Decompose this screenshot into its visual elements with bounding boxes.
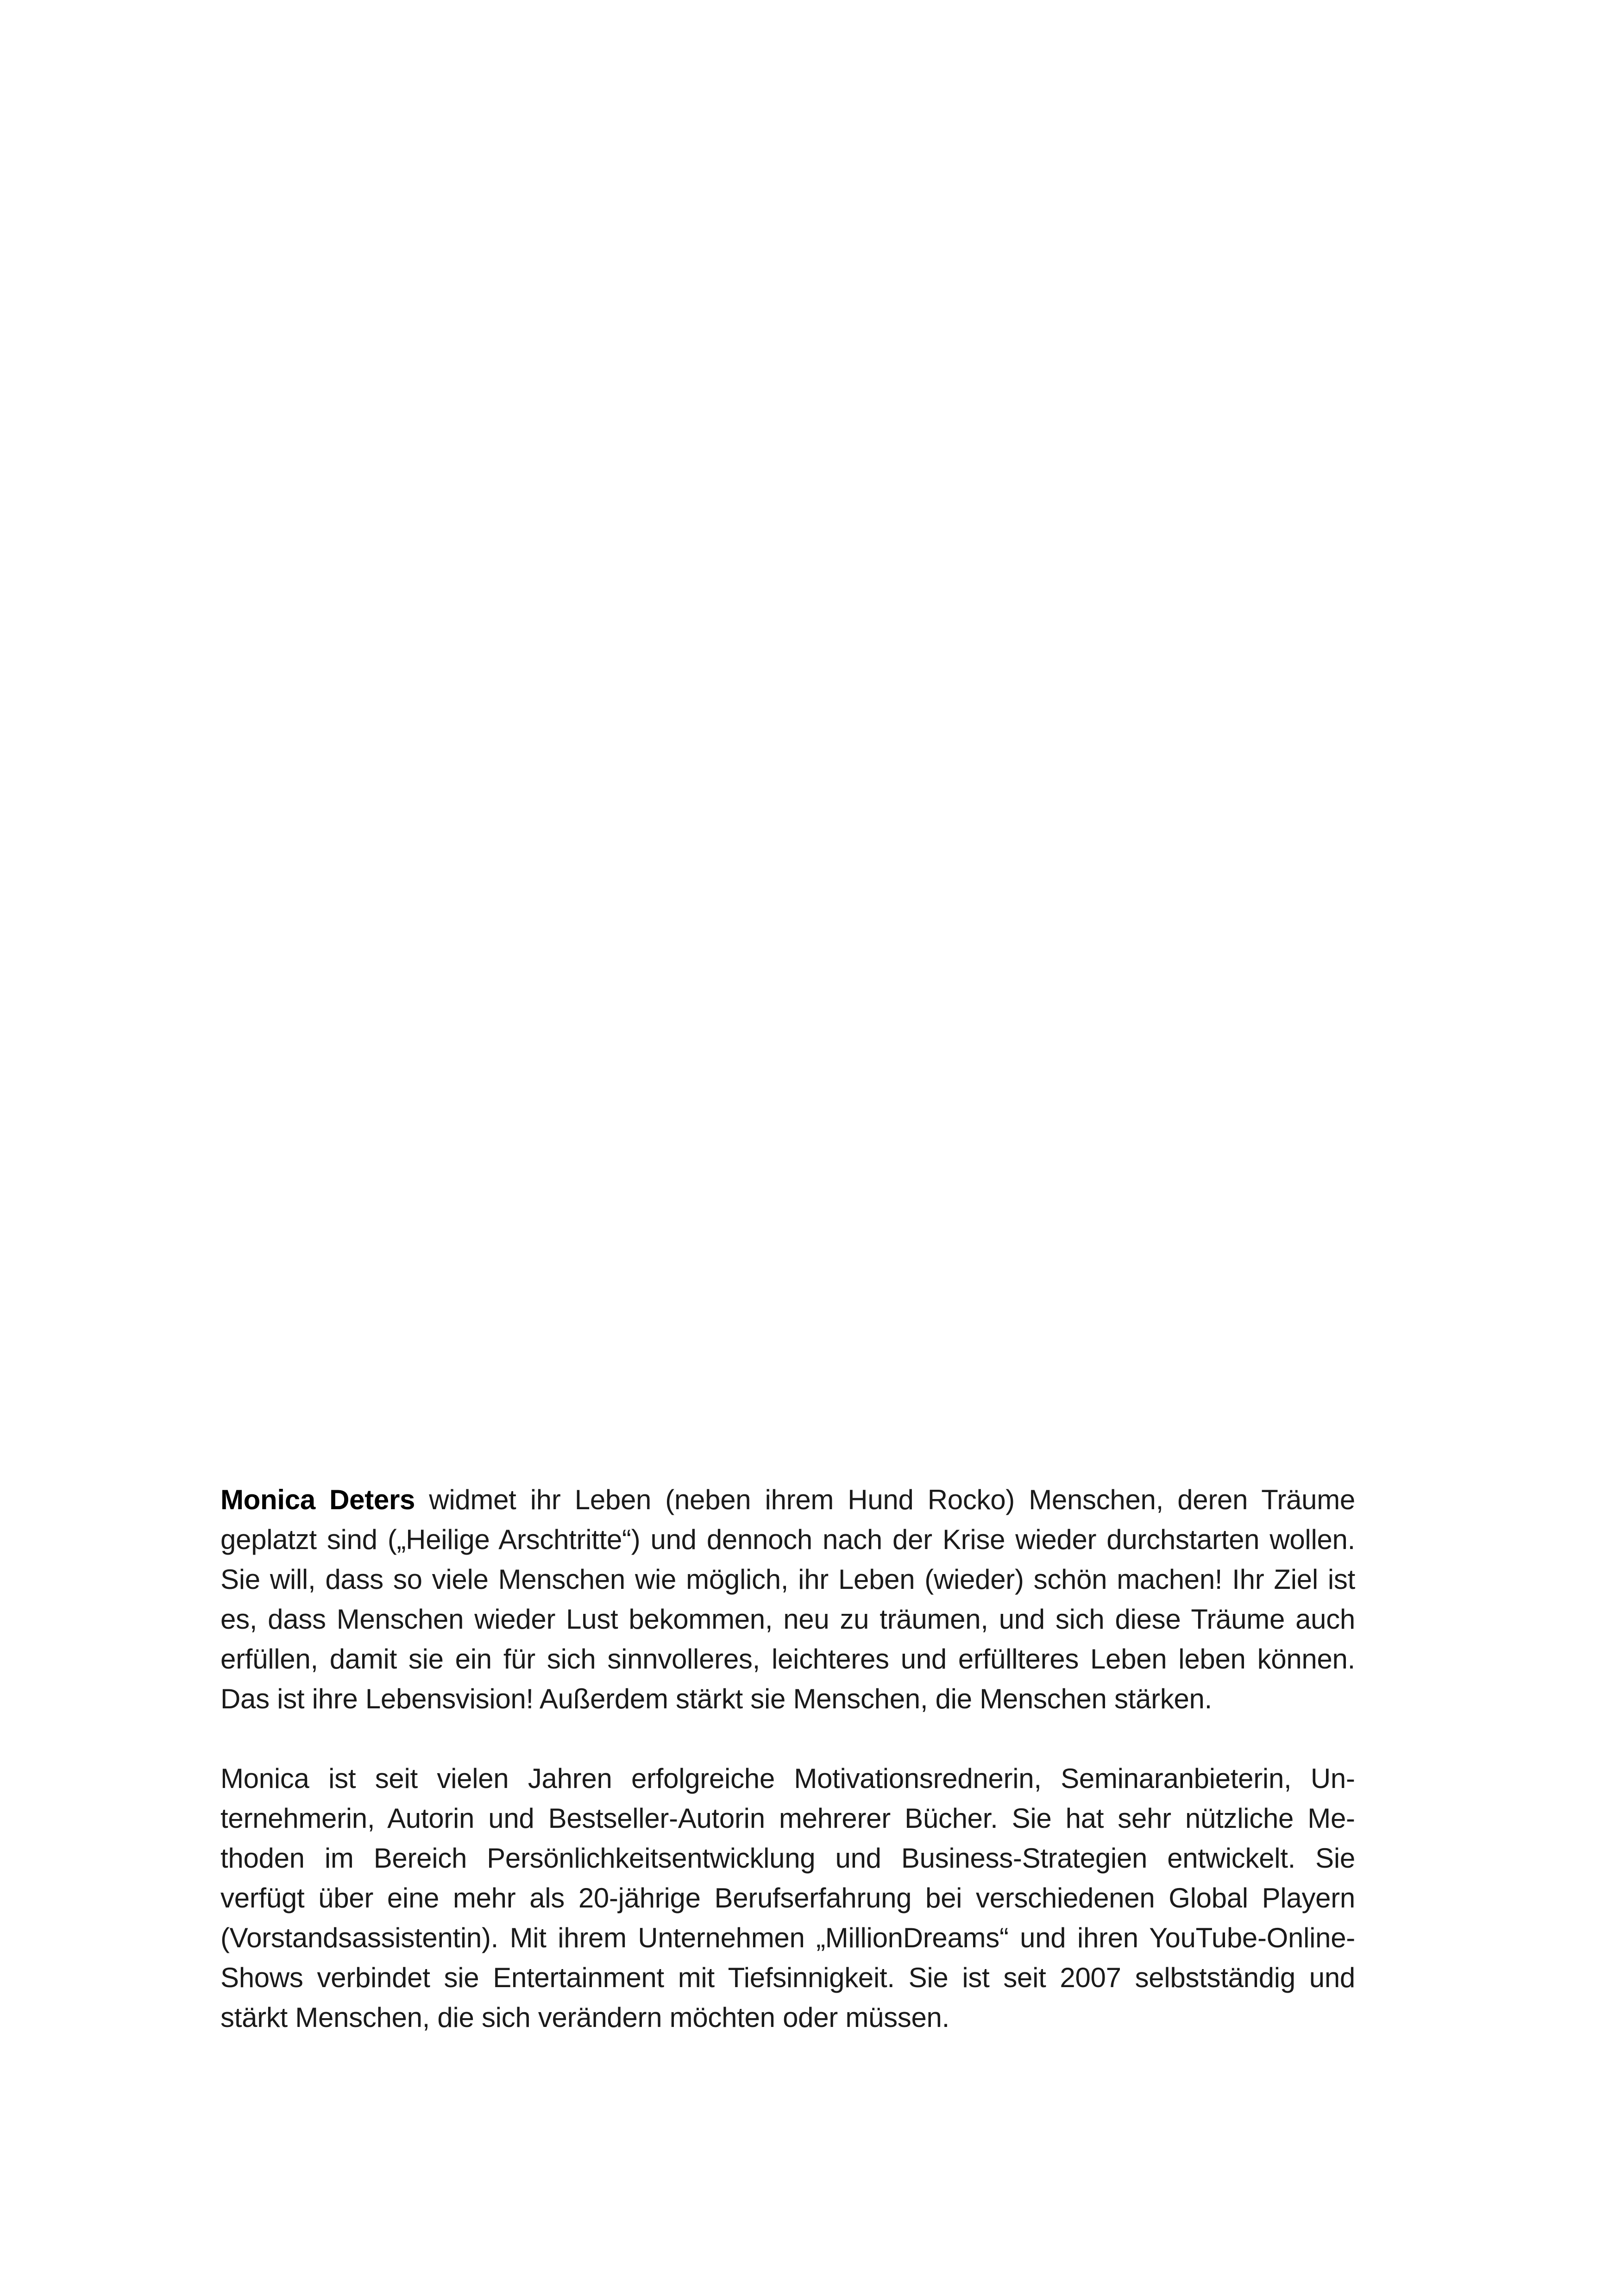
bio-paragraph-1 (220, 1480, 1355, 1719)
author-name: Monica Deters (220, 1484, 415, 1515)
bio-paragraph-2: Monica ist seit vielen Jahren erfolgreiche Motivationsrednerin, Seminaranbieterin, Unternehmerin, Autorin und Bestseller-Autorin mehrerer Bücher. Sie hat sehr nützliche Methoden im Bereich Persönlichkeitsentwicklung und Business-Strategien entwickelt. Sie verfügt über eine mehr als 20-jährige Berufserfahrung bei verschiedenen Global Playern (Vorstandsassistentin). Mit ihrem Unternehmen „MillionDreams“ und ihren YouTube-Online-Shows verbindet sie Entertainment mit Tiefsinnigkeit. Sie ist seit 2007 selbstständig und stärkt Menschen, die sich verändern möchten oder müssen. (220, 1763, 1355, 2033)
bio-paragraph-1-text: widmet ihr Leben (neben ihrem Hund Rocko) Menschen, deren Träume geplatzt sind („Heilige Arschtritte“) und dennoch nach der Krise wieder durchstarten wollen. Sie will, dass so viele Menschen wie möglich, ihr Leben (wieder) schön machen! Ihr Ziel ist es, dass Menschen wieder Lust bekommen, neu zu träumen, und sich diese Träume auch erfüllen, damit sie ein für sich sinnvolleres, leichteres und erfüllteres Leben leben können. Das ist ihre Lebensvision! Außerdem stärkt sie Menschen, die Menschen stärken. (220, 1484, 1355, 1714)
author-bio (220, 1480, 1355, 2038)
